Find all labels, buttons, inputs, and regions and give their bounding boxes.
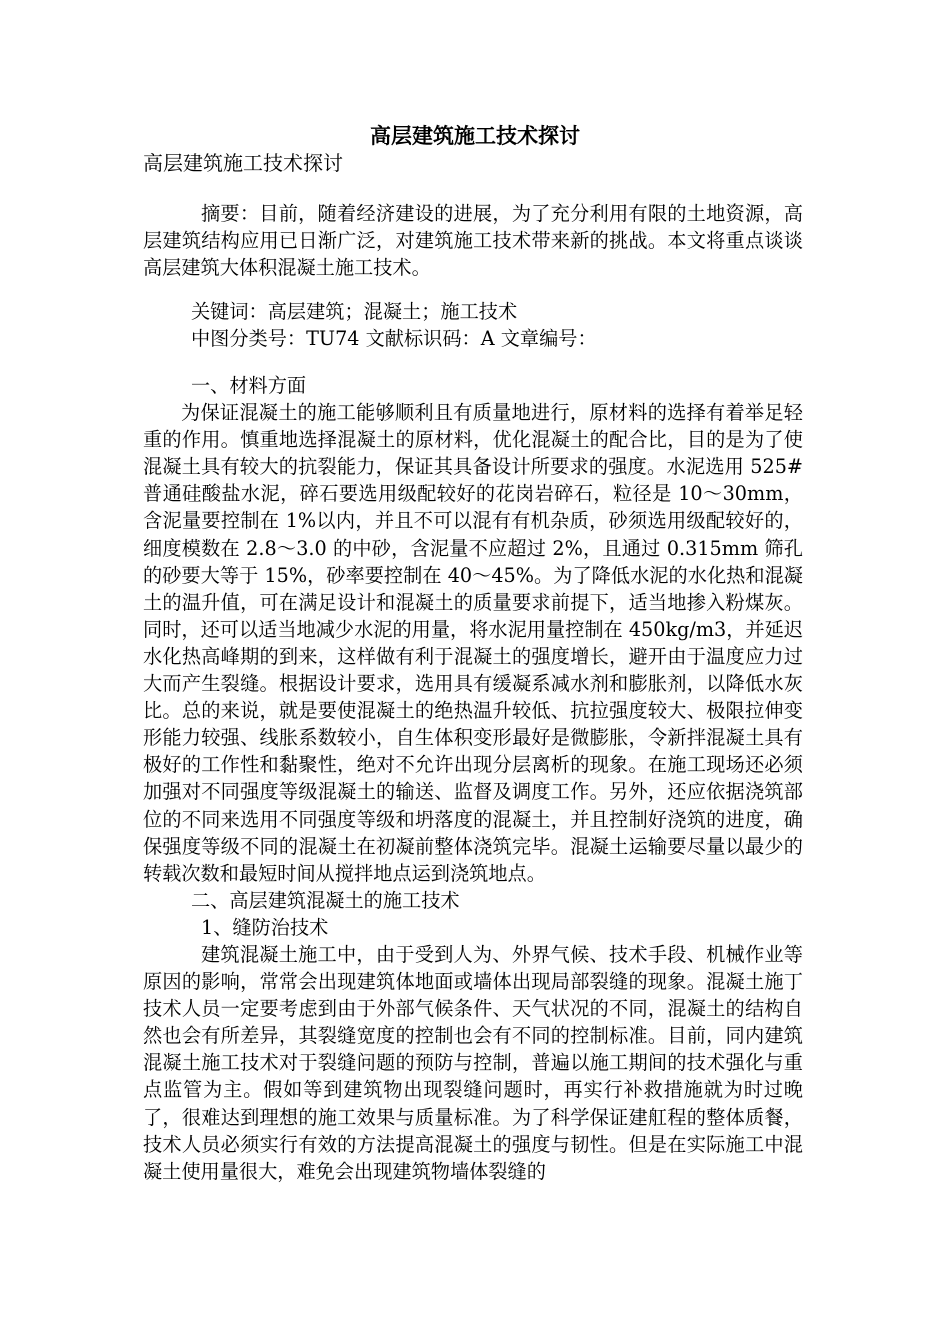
main-body xyxy=(143,372,803,1185)
section-heading: 二、高层建筑混凝土的施工技术 xyxy=(191,888,460,912)
subsection-heading: 1、缝防治技术 xyxy=(201,915,329,939)
abstract-section xyxy=(143,200,803,281)
body-paragraph: 为保证混凝土的施工能够顺利且有质量地进行，原材料的选择有着举足轻重的作用。慎重地选择混凝土的原材料，优化混凝土的配合比，目的是为了使混凝土具有较大的抗裂能力，保证其具备设计所要求的强度。水泥选用 525#普通硅酸盐水泥，碎石要选用级配较好的花岗岩碎石，粒径是 10～30mm，含泥量要控制在 1%以内，并且不可以混有有机杂质，砂须选用级配较好的，细度模数在 2.8～3.0 的中砂，含泥量不应超过 2%，且通过 0.315mm 筛孔的砂要大等于 15%，砂率要控制在 40～45%。为了降低水泥的水化热和混凝土的温升值，可在满足设计和混凝土的质量要求前提下，适当地掺入粉煤灰。同时，还可以适当地减少水泥的用量，将水泥用量控制在 450kg/m3，并延迟水化热高峰期的到来，这样做有利于混凝土的强度增长，避开由于温度应力过大而产生裂缝。根据设计要求，选用具有缓凝系减水剂和膨胀剂，以降低水灰比。总的来说，就是要使混凝土的绝热温升较低、抗拉强度较大、极限拉伸变形能力较强、线胀系数较小，自生体积变形最好是微膨胀，令新拌混凝土具有极好的工作性和黏聚性，绝对不允许出现分层离析的现象。在施工现场还必须加强对不同强度等级混凝土的输送、监督及调度工作。另外，还应依据浇筑部位的不同来选用不同强度等级和坍落度的混凝土，并且控制好浇筑的进度，确保强度等级不同的混凝土在初凝前整体浇筑完毕。混凝土运输要尽量以最少的转载次数和最短时间从搅拌地点运到浇筑地点。 xyxy=(143,401,803,885)
classification-line: 中图分类号：TU74 文献标识码：A 文章编号： xyxy=(191,327,597,351)
keywords-line: 关键词：高层建筑；混凝土；施工技术 xyxy=(191,300,518,323)
body-paragraph: 建筑混凝土施工中，由于受到人为、外界气候、技术手段、机械作业等原因的影响，常常会出现建筑体地面或墙体出现局部裂缝的现象。混凝土施丁技术人员一定要考虑到由于外部气候条件、天气状况的不同，混凝土的结构自然也会有所差异，其裂缝宽度的控制也会有不同的控制标准。目前，同内建筑混凝土施工技术对于裂缝问题的预防与控制，普遍以施工期间的技术强化与重点监管为主。假如等到建筑物出现裂缝问题时，再实行补救措施就为时过晚了，很难达到理想的施工效果与质量标准。为了科学保证建舡程的整体质餐，技术人员必须实行有效的方法提高混凝土的强度与韧性。但是在实际施工中混凝土使用量很大，难免会出现建筑物墙体裂缝的 xyxy=(143,942,803,1183)
document-subtitle: 高层建筑施工技术探讨 xyxy=(143,151,343,175)
abstract-paragraph: 摘要：目前，随着经济建设的进展，为了充分利用有限的土地资源，高层建筑结构应用已日渐广泛，对建筑施工技术带来新的挑战。本文将重点谈谈高层建筑大体积混凝土施工技术。 xyxy=(143,202,803,280)
section-heading: 一、材料方面 xyxy=(191,374,307,397)
keywords-section xyxy=(143,298,803,352)
document-title: 高层建筑施工技术探讨 xyxy=(370,123,580,148)
